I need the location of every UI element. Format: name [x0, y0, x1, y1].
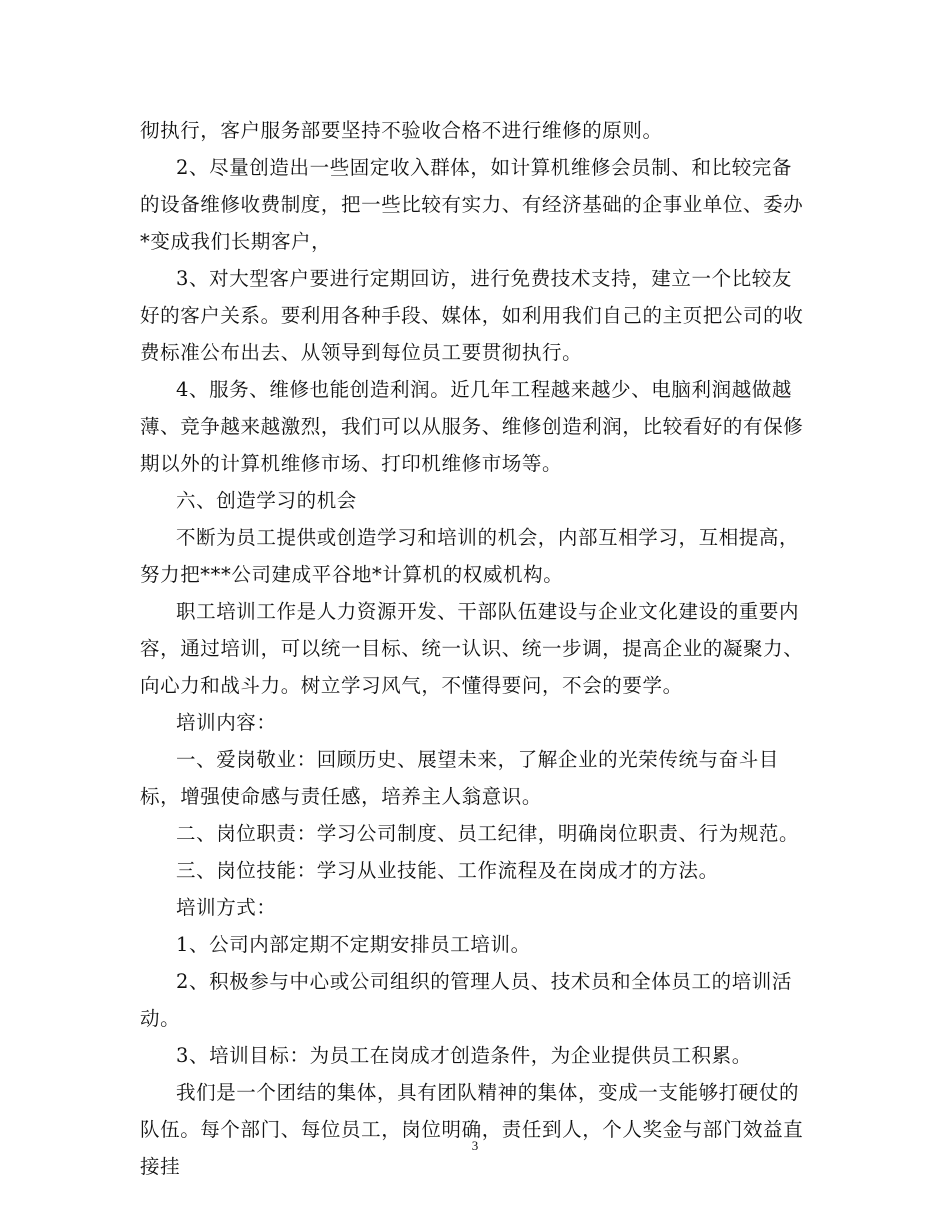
training-method-3: 3、培训目标：为员工在岗成才创造条件，为企业提供员工积累。 [176, 1044, 752, 1067]
training-method-1: 1、公司内部定期不定期安排员工培训。 [176, 933, 531, 956]
paragraph-2: 2、尽量创造出一些固定收入群体，如计算机维修会员制、和比较完备的设备维修收费制度，把一些比较有实力、有经济基础的企事业单位、委办*变成我们长期客户， [140, 156, 804, 253]
paragraph-4: 4、服务、维修也能创造利润。近几年工程越来越少、电脑利润越做越薄、竞争越来越激烈，我们可以从服务、维修创造利润，比较看好的有保修期以外的计算机维修市场、打印机维修市场等。 [140, 378, 804, 475]
training-item-3: 三、岗位技能：学习从业技能、工作流程及在岗成才的方法。 [176, 859, 719, 882]
body-text [140, 112, 805, 1185]
paragraph-6: 职工培训工作是人力资源开发、干部队伍建设与企业文化建设的重要内容，通过培训，可以统一目标、统一认识、统一步调，提高企业的凝聚力、向心力和战斗力。树立学习风气，不懂得要问，不会的要学。 [140, 600, 804, 697]
section-heading-6: 六、创造学习的机会 [176, 489, 357, 512]
training-content-heading: 培训内容： [176, 711, 277, 734]
training-item-1: 一、爱岗敬业：回顾历史、展望未来，了解企业的光荣传统与奋斗目标，增强使命感与责任感，培养主人翁意识。 [140, 748, 780, 808]
training-method-heading: 培训方式： [176, 896, 277, 919]
page-number: 3 [471, 1138, 479, 1153]
paragraph-1: 彻执行，客户服务部要坚持不验收合格不进行维修的原则。 [140, 119, 663, 142]
training-item-2: 二、岗位职责：学习公司制度、员工纪律，明确岗位职责、行为规范。 [176, 822, 800, 845]
paragraph-5: 不断为员工提供或创造学习和培训的机会，内部互相学习，互相提高，努力把***公司建成平谷地*计算机的权威机构。 [140, 526, 800, 586]
paragraph-7: 我们是一个团结的集体，具有团队精神的集体，变成一支能够打硬仗的队伍。每个部门、每位员工，岗位明确，责任到人，个人奖金与部门效益直接挂 [140, 1081, 804, 1178]
paragraph-3: 3、对大型客户要进行定期回访，进行免费技术支持，建立一个比较友好的客户关系。要利用各种手段、媒体，如利用我们自己的主页把公司的收费标准公布出去、从领导到每位员工要贯彻执行。 [140, 267, 804, 364]
training-method-2: 2、积极参与中心或公司组织的管理人员、技术员和全体员工的培训活动。 [140, 970, 793, 1030]
